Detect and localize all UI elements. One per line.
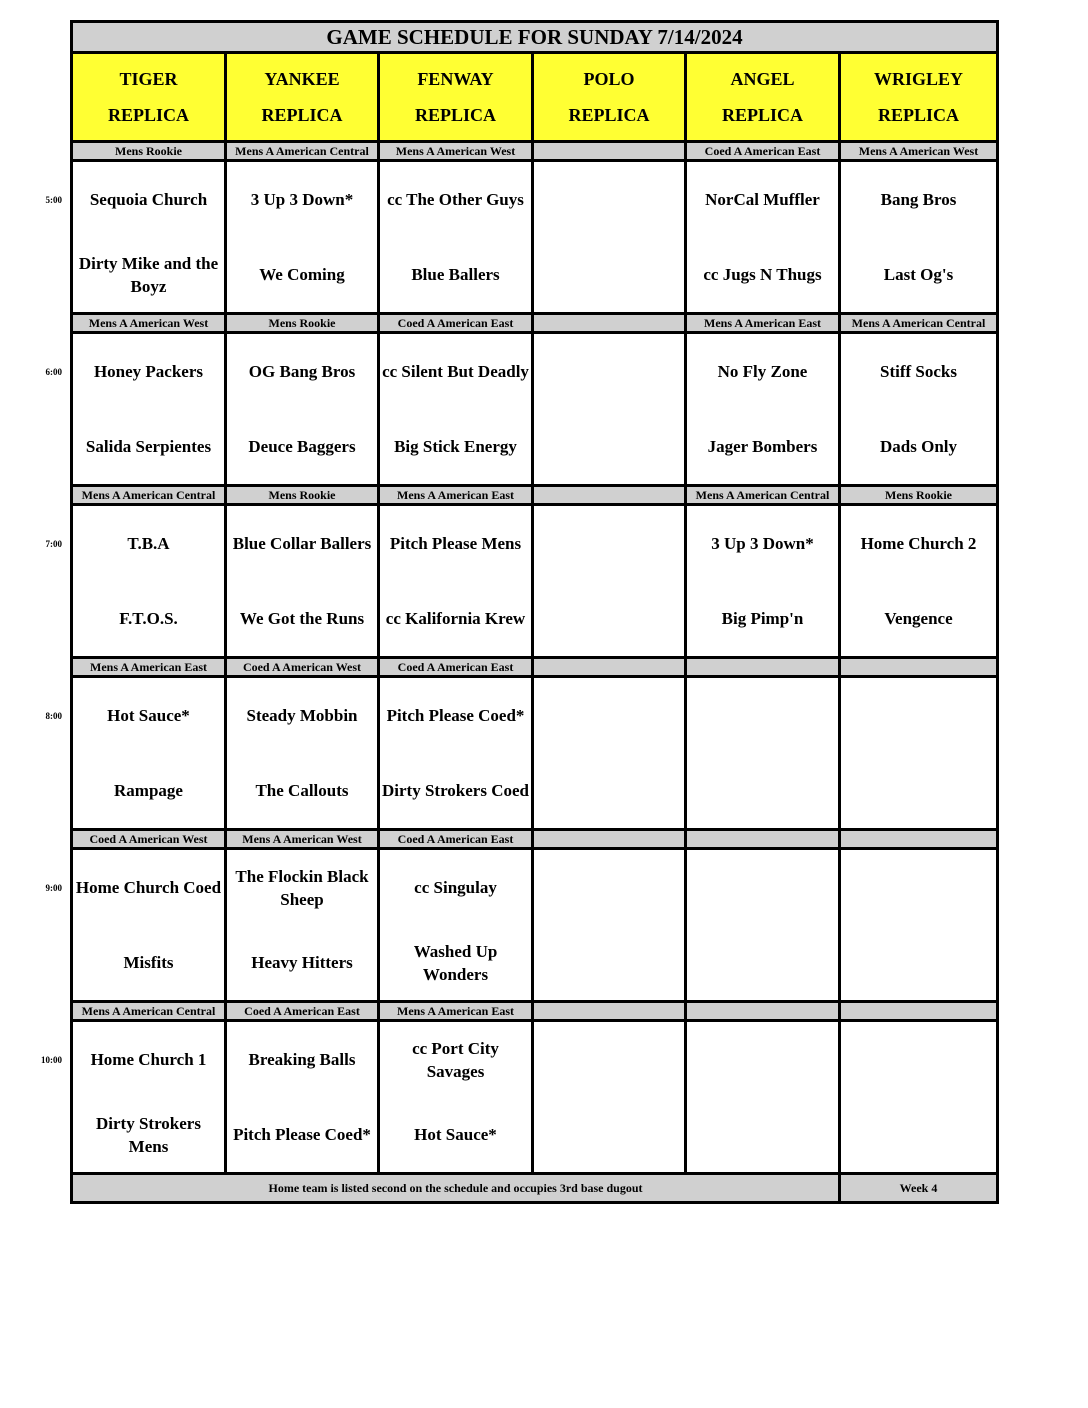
game-cell [686, 505, 840, 658]
division-cell [686, 486, 840, 505]
game-cell [379, 505, 533, 658]
title-row [72, 22, 998, 53]
footer-row [72, 1174, 998, 1203]
away-team: Blue Collar Ballers [232, 534, 372, 553]
division-cell [533, 142, 686, 161]
home-team [534, 925, 684, 1000]
division-row [72, 486, 998, 505]
matchup [73, 1022, 224, 1172]
home-team [534, 409, 684, 484]
away-team [687, 850, 838, 925]
home-team [841, 925, 996, 1000]
home-team [534, 581, 684, 656]
matchup [227, 162, 377, 312]
field-name: FENWAY [417, 69, 494, 89]
division-label: Coed A American East [397, 832, 514, 846]
away-team: Home Church Coed [75, 878, 222, 897]
division-cell [72, 486, 226, 505]
away-team: The Flockin Black Sheep [235, 866, 369, 909]
division-cell [226, 830, 379, 849]
field-type: REPLICA [721, 105, 803, 125]
matchup [687, 850, 838, 1000]
game-cell [686, 849, 840, 1002]
field-name: WRIGLEY [873, 69, 963, 89]
matchup [73, 506, 224, 656]
away-team [687, 678, 838, 753]
field-name: POLO [583, 69, 635, 89]
field-type: REPLICA [414, 105, 496, 125]
game-row [72, 677, 998, 830]
division-cell [226, 1002, 379, 1021]
matchup [687, 1022, 838, 1172]
away-team: Honey Packers [93, 362, 204, 381]
matchup [534, 334, 684, 484]
home-team: We Coming [259, 265, 345, 284]
home-team: Hot Sauce* [414, 1125, 497, 1144]
field-name: ANGEL [730, 69, 795, 89]
field-header-row [72, 53, 998, 142]
matchup [227, 850, 377, 1000]
home-team [687, 925, 838, 1000]
away-team [534, 678, 684, 753]
time-label: 6:00 [45, 366, 62, 377]
division-cell [379, 486, 533, 505]
page-title: GAME SCHEDULE FOR SUNDAY 7/14/2024 [72, 22, 998, 53]
division-label: Mens A American East [90, 660, 207, 674]
away-team: Sequoia Church [89, 190, 208, 209]
time-label: 9:00 [45, 882, 62, 893]
away-team [534, 850, 684, 925]
division-row [72, 1002, 998, 1021]
division-cell [379, 830, 533, 849]
away-team [687, 1022, 838, 1097]
matchup [687, 506, 838, 656]
away-team: Breaking Balls [248, 1050, 356, 1069]
matchup [841, 678, 996, 828]
field-name: TIGER [119, 69, 178, 89]
home-team: Washed Up Wonders [413, 941, 498, 984]
matchup [227, 506, 377, 656]
division-label: Mens Rookie [885, 488, 952, 502]
field-header-angel [686, 53, 840, 142]
away-team: Stiff Socks [880, 362, 957, 381]
division-cell [72, 658, 226, 677]
division-cell [379, 658, 533, 677]
away-team [534, 334, 684, 409]
game-row [72, 1021, 998, 1174]
home-team: The Callouts [255, 781, 349, 800]
away-team: Pitch Please Coed* [386, 706, 525, 725]
home-team: Last Og's [883, 265, 954, 284]
division-cell [379, 1002, 533, 1021]
matchup [380, 1022, 531, 1172]
game-cell [72, 1021, 226, 1174]
game-cell [533, 677, 686, 830]
division-cell [533, 658, 686, 677]
home-team: Vengence [884, 609, 953, 628]
division-cell [840, 486, 998, 505]
home-team: Big Pimp'n [721, 609, 804, 628]
game-cell [533, 333, 686, 486]
game-cell [226, 161, 379, 314]
division-cell [686, 314, 840, 333]
home-team [534, 237, 684, 312]
home-team: Dads Only [880, 437, 957, 456]
division-cell [686, 1002, 840, 1021]
home-team [687, 1097, 838, 1172]
division-cell [533, 314, 686, 333]
game-cell [72, 161, 226, 314]
field-header-fenway [379, 53, 533, 142]
away-team: 3 Up 3 Down* [711, 534, 814, 553]
division-cell [72, 830, 226, 849]
away-team [841, 678, 996, 753]
division-row [72, 658, 998, 677]
division-label: Coed A American East [704, 144, 821, 158]
matchup [687, 678, 838, 828]
away-team: Home Church 2 [860, 534, 977, 553]
away-team: Hot Sauce* [107, 706, 190, 725]
matchup [687, 162, 838, 312]
division-row [72, 314, 998, 333]
division-cell [72, 1002, 226, 1021]
division-label: Mens A American East [704, 316, 821, 330]
away-team [534, 506, 684, 581]
away-team: cc Port City Savages [412, 1038, 499, 1081]
division-cell [686, 830, 840, 849]
division-label: Mens A American West [858, 144, 979, 158]
division-cell [226, 142, 379, 161]
home-team: Blue Ballers [411, 265, 500, 284]
matchup [227, 1022, 377, 1172]
division-row [72, 830, 998, 849]
away-team [841, 850, 996, 925]
division-cell [840, 1002, 998, 1021]
time-label: 8:00 [45, 710, 62, 721]
away-team: T.B.A [127, 534, 170, 553]
home-team: Pitch Please Coed* [233, 1125, 371, 1144]
division-label: Mens Rookie [268, 488, 336, 502]
matchup [534, 506, 684, 656]
division-cell [226, 486, 379, 505]
home-team: We Got the Runs [239, 609, 365, 628]
away-team: Pitch Please Mens [389, 534, 522, 553]
game-cell [226, 677, 379, 830]
time-label: 7:00 [45, 538, 62, 549]
home-team [841, 1097, 996, 1172]
matchup [73, 678, 224, 828]
division-label: Mens Rookie [268, 316, 336, 330]
game-cell [226, 1021, 379, 1174]
home-team: Dirty Mike and the Boyz [78, 253, 219, 296]
division-label: Coed A American East [397, 660, 514, 674]
division-cell [226, 314, 379, 333]
division-cell [686, 658, 840, 677]
time-label: 5:00 [45, 194, 62, 205]
matchup [380, 162, 531, 312]
matchup [841, 1022, 996, 1172]
game-cell [840, 333, 998, 486]
field-header-polo [533, 53, 686, 142]
matchup [534, 678, 684, 828]
game-cell [379, 849, 533, 1002]
division-cell [379, 142, 533, 161]
game-cell [533, 505, 686, 658]
division-label: Mens A American West [88, 316, 209, 330]
game-cell [72, 677, 226, 830]
division-cell [840, 314, 998, 333]
schedule-sheet [70, 20, 996, 1204]
game-cell [226, 333, 379, 486]
game-cell [379, 333, 533, 486]
division-cell [226, 658, 379, 677]
division-label: Coed A American East [397, 316, 514, 330]
game-cell [379, 677, 533, 830]
division-label: Mens Rookie [115, 144, 182, 158]
game-cell [840, 505, 998, 658]
matchup [841, 334, 996, 484]
away-team [534, 162, 684, 237]
game-cell [533, 161, 686, 314]
home-team: Jager Bombers [707, 437, 818, 456]
away-team [534, 1022, 684, 1097]
away-team: cc Singulay [414, 878, 497, 897]
away-team: Steady Mobbin [246, 706, 358, 725]
division-cell [379, 314, 533, 333]
home-team: Deuce Baggers [248, 437, 356, 456]
home-team: Dirty Strokers Mens [96, 1113, 201, 1156]
week-label: Week 4 [840, 1174, 998, 1203]
matchup [841, 162, 996, 312]
division-cell [533, 830, 686, 849]
game-row [72, 849, 998, 1002]
game-cell [840, 677, 998, 830]
division-label: Mens A American East [397, 1004, 514, 1018]
matchup [534, 1022, 684, 1172]
game-row [72, 505, 998, 658]
time-label: 10:00 [41, 1054, 62, 1065]
away-team: NorCal Muffler [705, 190, 820, 209]
division-cell [840, 830, 998, 849]
home-team: Salida Serpientes [85, 437, 212, 456]
division-label: Mens A American Central [695, 488, 830, 502]
field-header-yankee [226, 53, 379, 142]
game-row [72, 161, 998, 314]
game-cell [533, 849, 686, 1002]
field-type: REPLICA [877, 105, 959, 125]
home-team: cc Jugs N Thugs [703, 265, 822, 284]
home-team: Misfits [123, 953, 174, 972]
division-cell [72, 142, 226, 161]
matchup [841, 850, 996, 1000]
division-label: Coed A American West [89, 832, 208, 846]
matchup [380, 334, 531, 484]
field-type: REPLICA [568, 105, 650, 125]
division-label: Mens A American West [395, 144, 516, 158]
home-team [534, 753, 684, 828]
division-label: Mens A American Central [81, 488, 216, 502]
game-cell [686, 677, 840, 830]
field-header-tiger [72, 53, 226, 142]
matchup [73, 162, 224, 312]
matchup [534, 162, 684, 312]
home-team: Dirty Strokers Coed [382, 781, 529, 800]
game-cell [686, 1021, 840, 1174]
division-cell [840, 658, 998, 677]
field-type: REPLICA [107, 105, 189, 125]
division-label: Mens A American East [397, 488, 514, 502]
game-cell [226, 849, 379, 1002]
game-cell [686, 161, 840, 314]
away-team: No Fly Zone [717, 362, 808, 381]
game-cell [379, 161, 533, 314]
home-team: Rampage [114, 781, 183, 800]
matchup [380, 506, 531, 656]
matchup [227, 678, 377, 828]
game-cell [72, 333, 226, 486]
away-team [841, 1022, 996, 1097]
away-team: 3 Up 3 Down* [250, 190, 354, 209]
home-team: Big Stick Energy [394, 437, 517, 456]
game-cell [840, 849, 998, 1002]
game-cell [840, 161, 998, 314]
division-cell [533, 486, 686, 505]
division-label: Mens A American West [242, 832, 362, 846]
away-team: Home Church 1 [90, 1050, 207, 1069]
matchup [687, 334, 838, 484]
matchup [380, 678, 531, 828]
division-label: Mens A American Central [81, 1004, 216, 1018]
game-cell [72, 849, 226, 1002]
game-cell [379, 1021, 533, 1174]
away-team: cc Silent But Deadly [382, 362, 529, 381]
away-team: cc The Other Guys [387, 190, 524, 209]
home-team [841, 753, 996, 828]
division-cell [840, 142, 998, 161]
game-row [72, 333, 998, 486]
field-name: YANKEE [264, 69, 340, 89]
game-cell [840, 1021, 998, 1174]
matchup [534, 850, 684, 1000]
game-cell [533, 1021, 686, 1174]
matchup [380, 850, 531, 1000]
division-label: Coed A American West [242, 660, 362, 674]
home-team: Heavy Hitters [251, 953, 353, 972]
home-team: cc Kalifornia Krew [385, 609, 526, 628]
field-type: REPLICA [261, 105, 343, 125]
game-cell [686, 333, 840, 486]
division-row [72, 142, 998, 161]
home-team [534, 1097, 684, 1172]
matchup [841, 506, 996, 656]
away-team: OG Bang Bros [248, 362, 356, 381]
division-label: Coed A American East [244, 1004, 360, 1018]
home-team [687, 753, 838, 828]
division-cell [686, 142, 840, 161]
game-cell [226, 505, 379, 658]
division-cell [72, 314, 226, 333]
division-cell [533, 1002, 686, 1021]
schedule-table [70, 20, 999, 1204]
footer-note: Home team is listed second on the schedule and occupies 3rd base dugout [72, 1174, 840, 1203]
division-label: Mens A American Central [851, 316, 986, 330]
matchup [73, 850, 224, 1000]
matchup [227, 334, 377, 484]
game-cell [72, 505, 226, 658]
division-label: Mens A American Central [235, 144, 369, 158]
home-team: F.T.O.S. [119, 609, 178, 628]
field-header-wrigley [840, 53, 998, 142]
matchup [73, 334, 224, 484]
away-team: Bang Bros [880, 190, 957, 209]
